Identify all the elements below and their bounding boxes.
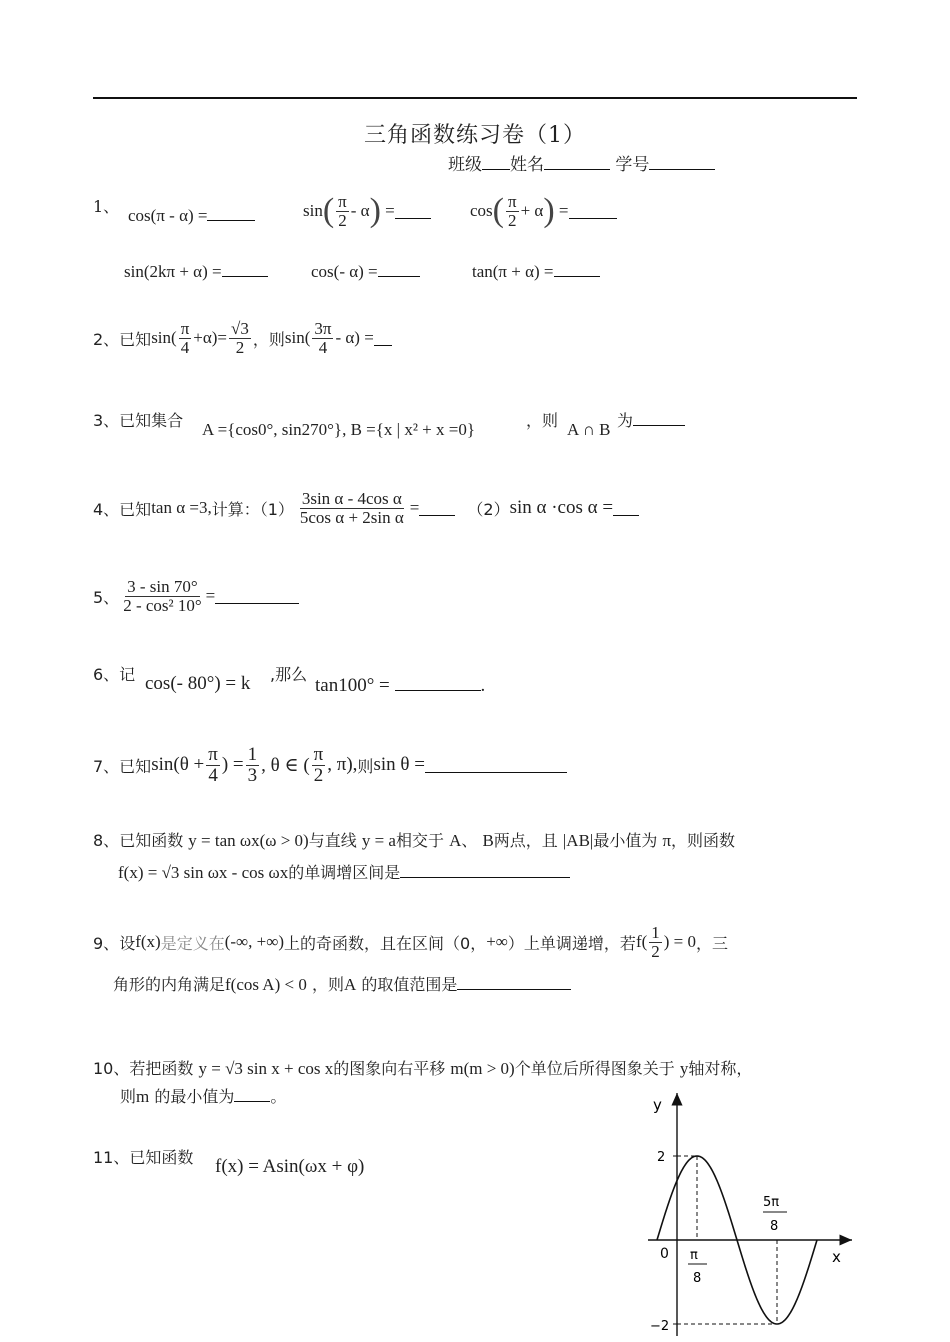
y-min-label: −2 <box>650 1319 670 1334</box>
q6-condition: cos(- 80°) = k <box>145 673 251 694</box>
q1-expr-3: cos ( $\frac{\pi}{2}$ + α ) = <box>470 192 617 230</box>
q7-question: 7、已知 sin(θ + $\frac{\pi}{4}$ ) = $\frac{1}{3}$ , θ ∈ ( $\frac{\pi}{2}$ , π), 则 sin θ = <box>93 745 567 786</box>
q6-number: 6、记 <box>93 665 136 684</box>
class-label: 班级 <box>448 155 482 175</box>
q3-then: ，则 <box>526 411 559 430</box>
q3-set: A ={cos0°, sin270°}, B ={x | x² + x =0} <box>202 420 476 439</box>
q8-line-2: f(x) = √3 sin ωx - cos ωx的单调增区间是 <box>118 860 570 883</box>
q1-expr-1: cos(π - α) = <box>128 206 255 226</box>
q3-intersection: A ∩ B <box>567 420 611 439</box>
name-label: 姓名 <box>510 155 544 175</box>
student-id-label: 学号 <box>615 155 650 175</box>
tick-pi-over-8 <box>688 1248 707 1286</box>
svg-text:8: 8 <box>770 1219 779 1234</box>
q11-number: 11、已知函数 <box>93 1148 194 1167</box>
q5-question: 5、 $\frac{3 - \sin 70^\circ}{\text{2 - cos² 10°}}$ = <box>93 578 299 615</box>
q10-line-1: 10、若把函数 y = √3 sin x + cos x的图象向右平移 m(m > 0)个单位后所得图象关于 y轴对称， <box>93 1059 753 1078</box>
y-max-label: 2 <box>657 1150 666 1165</box>
y-axis-label: y <box>653 1096 662 1114</box>
q6-then: ,那么 <box>270 665 308 684</box>
q1-expr-6: tan(π + α) = <box>472 262 600 282</box>
svg-text:5π: 5π <box>763 1195 780 1210</box>
page-title: 三角函数练习卷（1） <box>364 123 586 148</box>
q1-expr-2: sin ( $\frac{\pi}{2}$ - α ) = <box>303 192 431 230</box>
q1-expr-4: sin(2kπ + α) = <box>124 262 268 282</box>
q10-line-2: 则m 的最小值为 。 <box>120 1087 287 1106</box>
q1-number: 1、 <box>93 197 120 216</box>
q9-line-2: 角形的内角满足f(cos A) < 0 ，则A 的取值范围是 <box>113 972 571 995</box>
q3-answer: 为 <box>617 408 685 431</box>
q2-question: 2、已知 sin( $\frac{\pi}{4}$ +α)= $\frac{√3}{2}$ ，则 sin( $\frac{3\pi}{4}$ - α) = <box>93 320 392 357</box>
q3-number: 3、已知集合 <box>93 411 184 430</box>
svg-text:π: π <box>690 1248 698 1263</box>
q1-expr-5: cos(- α) = <box>311 262 420 282</box>
q11-expr: f(x) = Asin(ωx + φ) <box>215 1156 365 1177</box>
x-axis-label: x <box>832 1248 841 1266</box>
q9-line-1: 9、 设 f(x) 是定义在 (-∞, +∞) 上的奇函数，且在区间（0， +∞ ）上单调递增，若 f( $\frac{1}{2}$ ) = 0 ，三 <box>93 923 729 961</box>
tick-5pi-over-8 <box>763 1195 787 1234</box>
svg-text:8: 8 <box>693 1271 702 1286</box>
q4-question: 4、已知 tan α =3, 计算：（1） $\frac{\text{3sin α - 4cos α}}{\text{5cos α + 2sin α}}$ = （2） sin α ·cos α = <box>93 490 639 527</box>
origin-label: 0 <box>660 1246 669 1262</box>
q6-expr: tan100° = . <box>315 675 486 696</box>
q8-line-1: 8、已知函数 y = tan ωx(ω > 0)与直线 y = a相交于 A、 B两点，且 |AB|最小值为 π，则函数 <box>93 831 736 850</box>
